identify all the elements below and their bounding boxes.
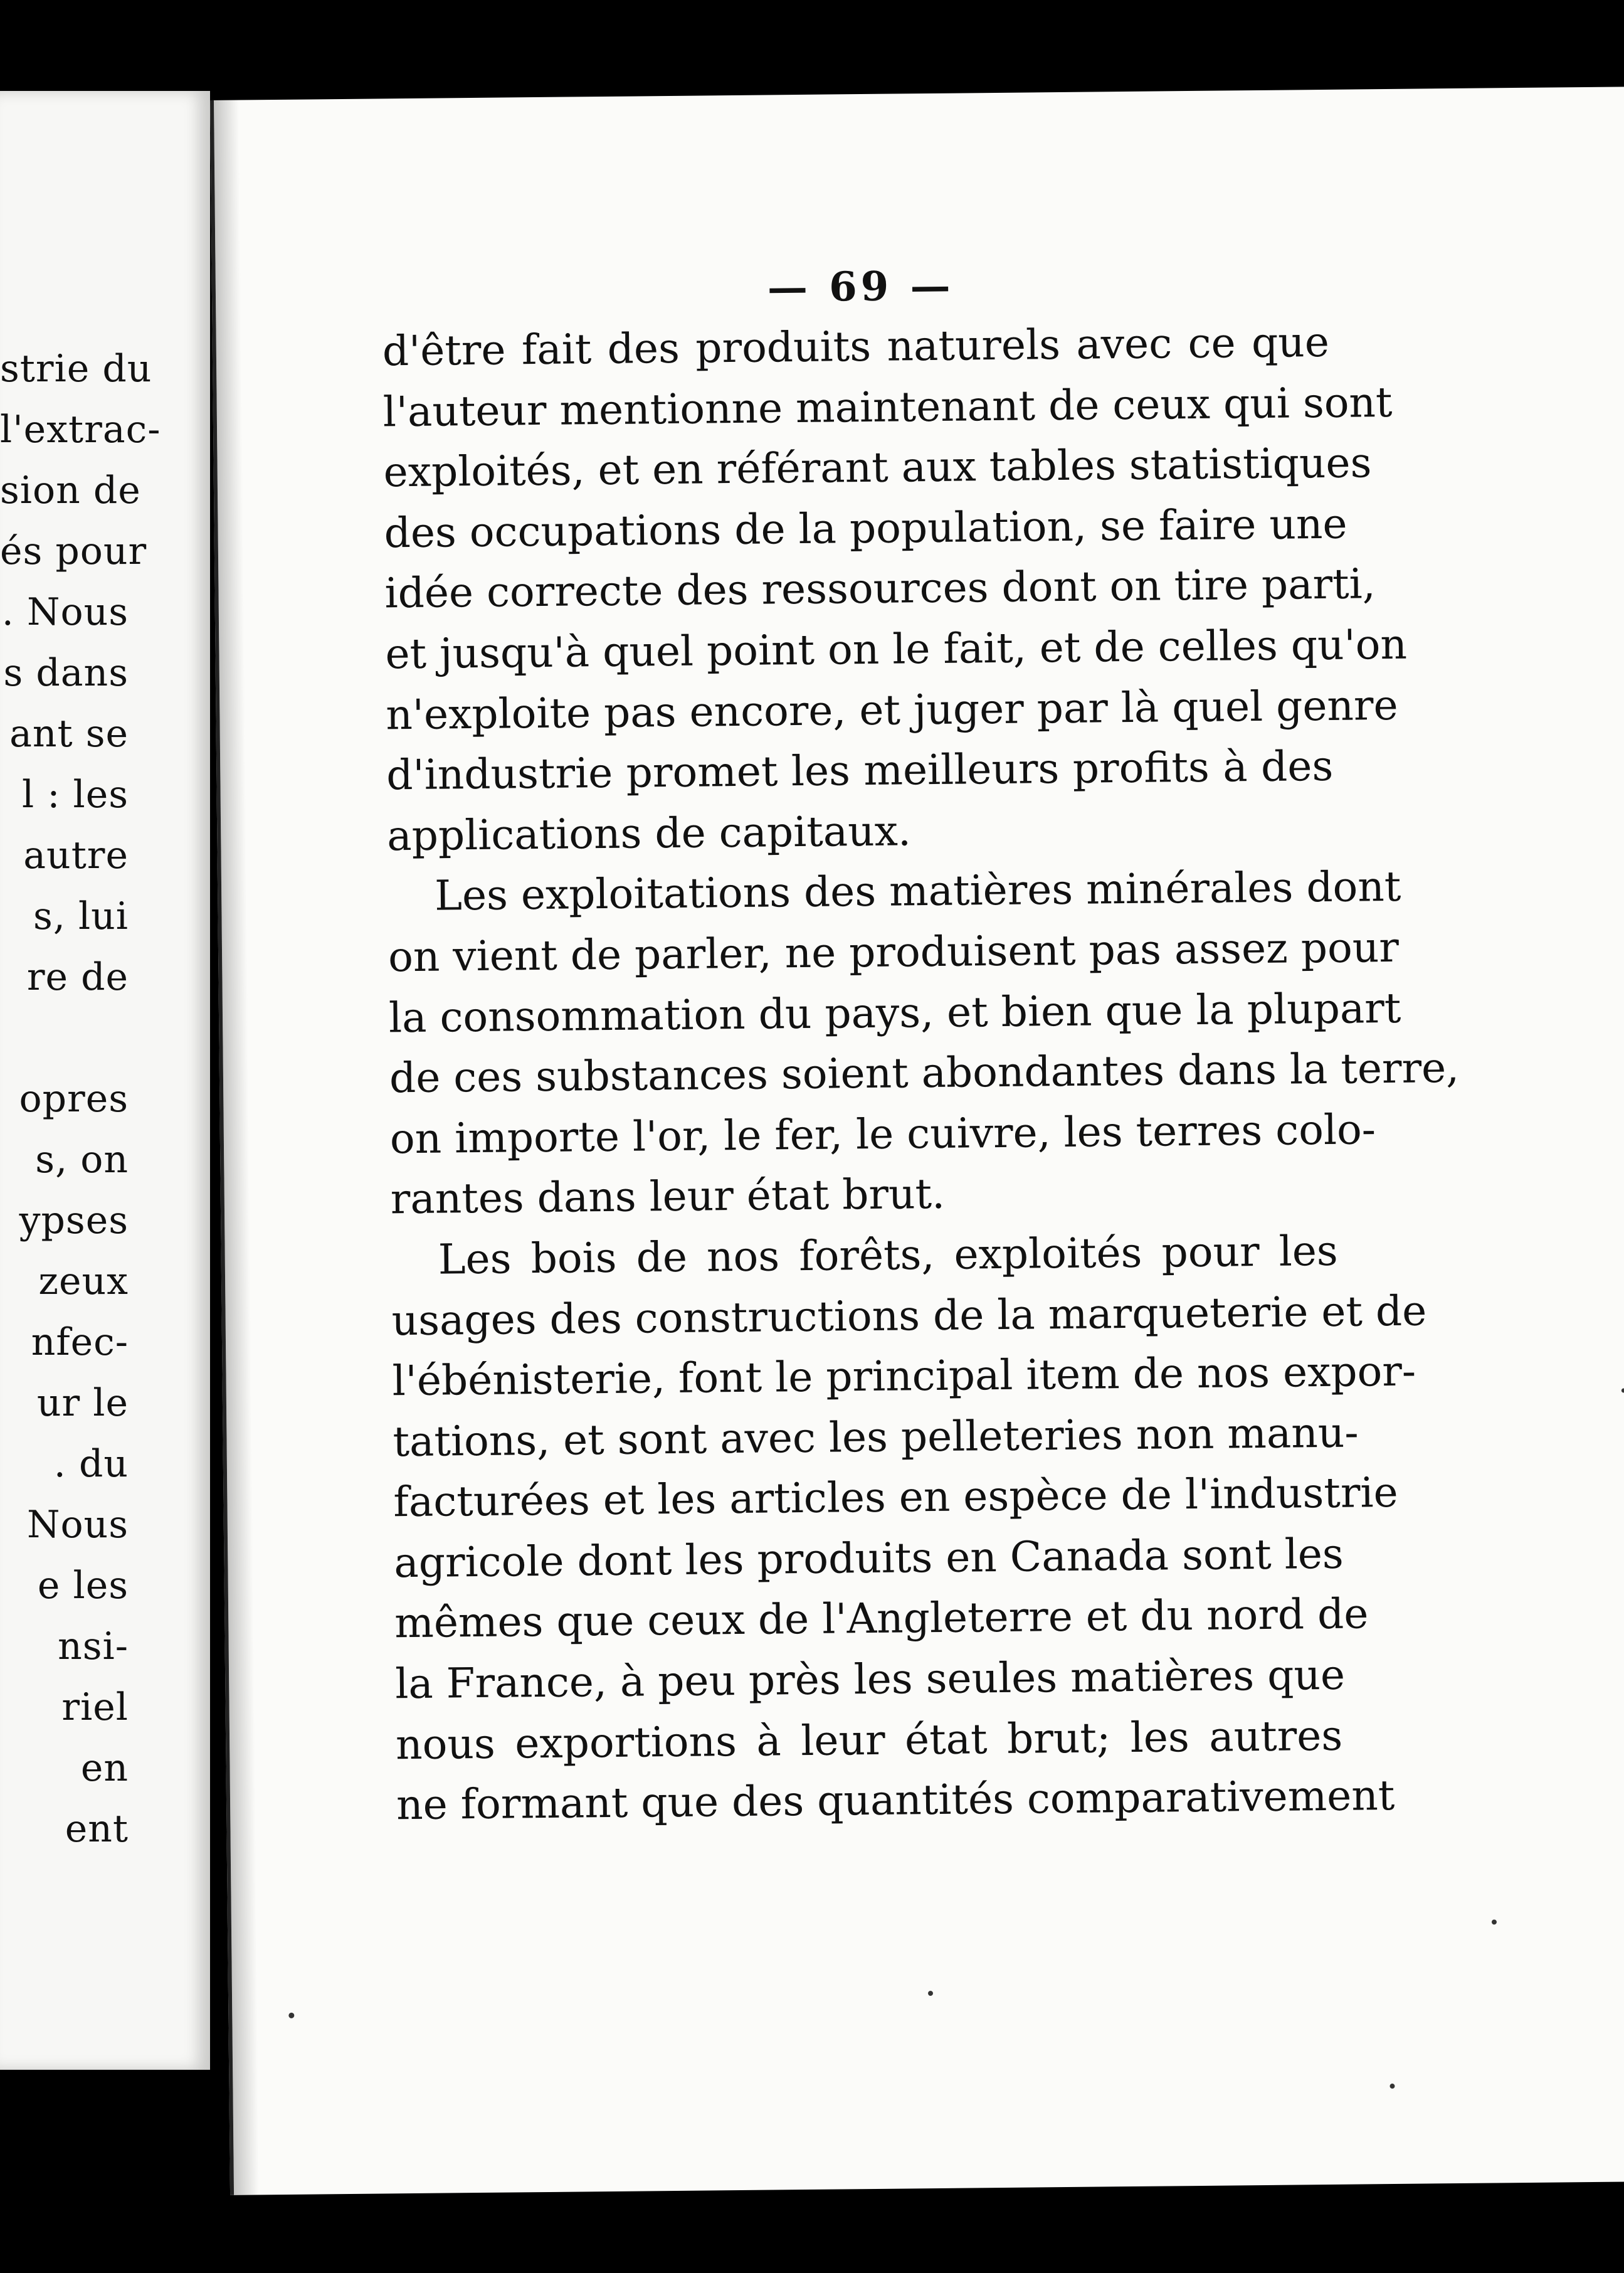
- text-line: l'auteur mentionne maintenant de ceux qui sont: [382, 378, 1393, 436]
- left-line: strie du: [0, 347, 152, 391]
- left-line: nfec-: [31, 1320, 129, 1364]
- text-line: ne formant que des quantités comparativement: [396, 1771, 1395, 1830]
- scan-speck: [1389, 2084, 1395, 2089]
- scan-speck: [1621, 1388, 1624, 1392]
- left-page-text: [0, 339, 161, 1860]
- left-line: s, lui: [33, 894, 129, 938]
- left-line-gap: [0, 1008, 129, 1069]
- left-page-fragment: [0, 91, 210, 2070]
- page-number: — 69 —: [767, 262, 954, 312]
- left-line: e les: [37, 1564, 129, 1608]
- left-line: s dans: [3, 651, 129, 695]
- body-text: [382, 312, 1460, 1836]
- text-line: la France, à peu près les seules matières que: [394, 1650, 1346, 1709]
- scan-speck: [928, 1991, 933, 1996]
- left-line: autre: [23, 834, 129, 877]
- left-line: ent: [65, 1807, 129, 1851]
- text-line: nous exportions à leur état brut; les autres: [395, 1711, 1343, 1769]
- text-line: exploités, et en référant aux tables statistiques: [383, 438, 1372, 497]
- left-line: sion de: [0, 469, 141, 512]
- text-line: de ces substances soient abondantes dans la terre,: [389, 1044, 1460, 1103]
- text-line: on vient de parler, ne produisent pas assez pour: [388, 923, 1400, 982]
- text-line: idée correcte des ressources dont on tire parti,: [384, 559, 1376, 618]
- text-line: des occupations de la population, se faire une: [384, 499, 1347, 558]
- left-line: Nous: [26, 1503, 129, 1547]
- left-line: en: [80, 1746, 129, 1790]
- page-gutter-shadow: [214, 100, 259, 2195]
- left-line: . Nous: [1, 590, 129, 634]
- left-line: zeux: [38, 1259, 129, 1303]
- left-line: opres: [19, 1077, 129, 1121]
- text-line: rantes dans leur état brut.: [390, 1170, 946, 1224]
- text-line: agricole dont les produits en Canada sont les: [394, 1529, 1344, 1587]
- text-line: et jusqu'à quel point on le fait, et de celles qu'on: [385, 620, 1408, 679]
- left-line: l'extrac-: [0, 408, 161, 452]
- text-line: l'ébénisterie, font le principal item de nos expor-: [392, 1347, 1416, 1406]
- left-line: ur le: [36, 1381, 129, 1425]
- text-line: la consommation du pays, et bien que la plupart: [388, 983, 1401, 1042]
- left-line: riel: [61, 1685, 129, 1729]
- left-line: és pour: [0, 529, 147, 573]
- text-line: facturées et les articles en espèce de l'industrie: [393, 1468, 1398, 1527]
- text-line: d'industrie promet les meilleurs profits à des: [386, 742, 1334, 800]
- left-line: . du: [53, 1442, 129, 1486]
- left-line: ant se: [9, 712, 129, 756]
- left-line: ypses: [19, 1199, 129, 1242]
- text-line: on importe l'or, le fer, le cuivre, les terres colo-: [389, 1105, 1376, 1163]
- text-line: tations, et sont avec les pelleteries non manu-: [393, 1408, 1359, 1466]
- right-page: [210, 87, 1624, 2195]
- left-line: s, on: [35, 1138, 129, 1182]
- scan-speck: [1492, 1919, 1497, 1924]
- text-line: Les exploitations des matières minérales dont: [434, 862, 1401, 920]
- left-line: l : les: [21, 773, 129, 817]
- left-line: re de: [26, 955, 129, 999]
- text-line: Les bois de nos forêts, exploités pour les: [438, 1226, 1339, 1284]
- left-line: nsi-: [58, 1624, 129, 1668]
- text-line: n'exploite pas encore, et juger par là quel genre: [386, 681, 1398, 739]
- text-line: d'être fait des produits naturels avec ce que: [382, 317, 1330, 376]
- text-line: usages des constructions de la marqueterie et de: [391, 1286, 1427, 1345]
- text-line: applications de capitaux.: [386, 807, 912, 861]
- scan-speck: [288, 2013, 294, 2018]
- text-line: mêmes que ceux de l'Angleterre et du nord de: [394, 1589, 1369, 1648]
